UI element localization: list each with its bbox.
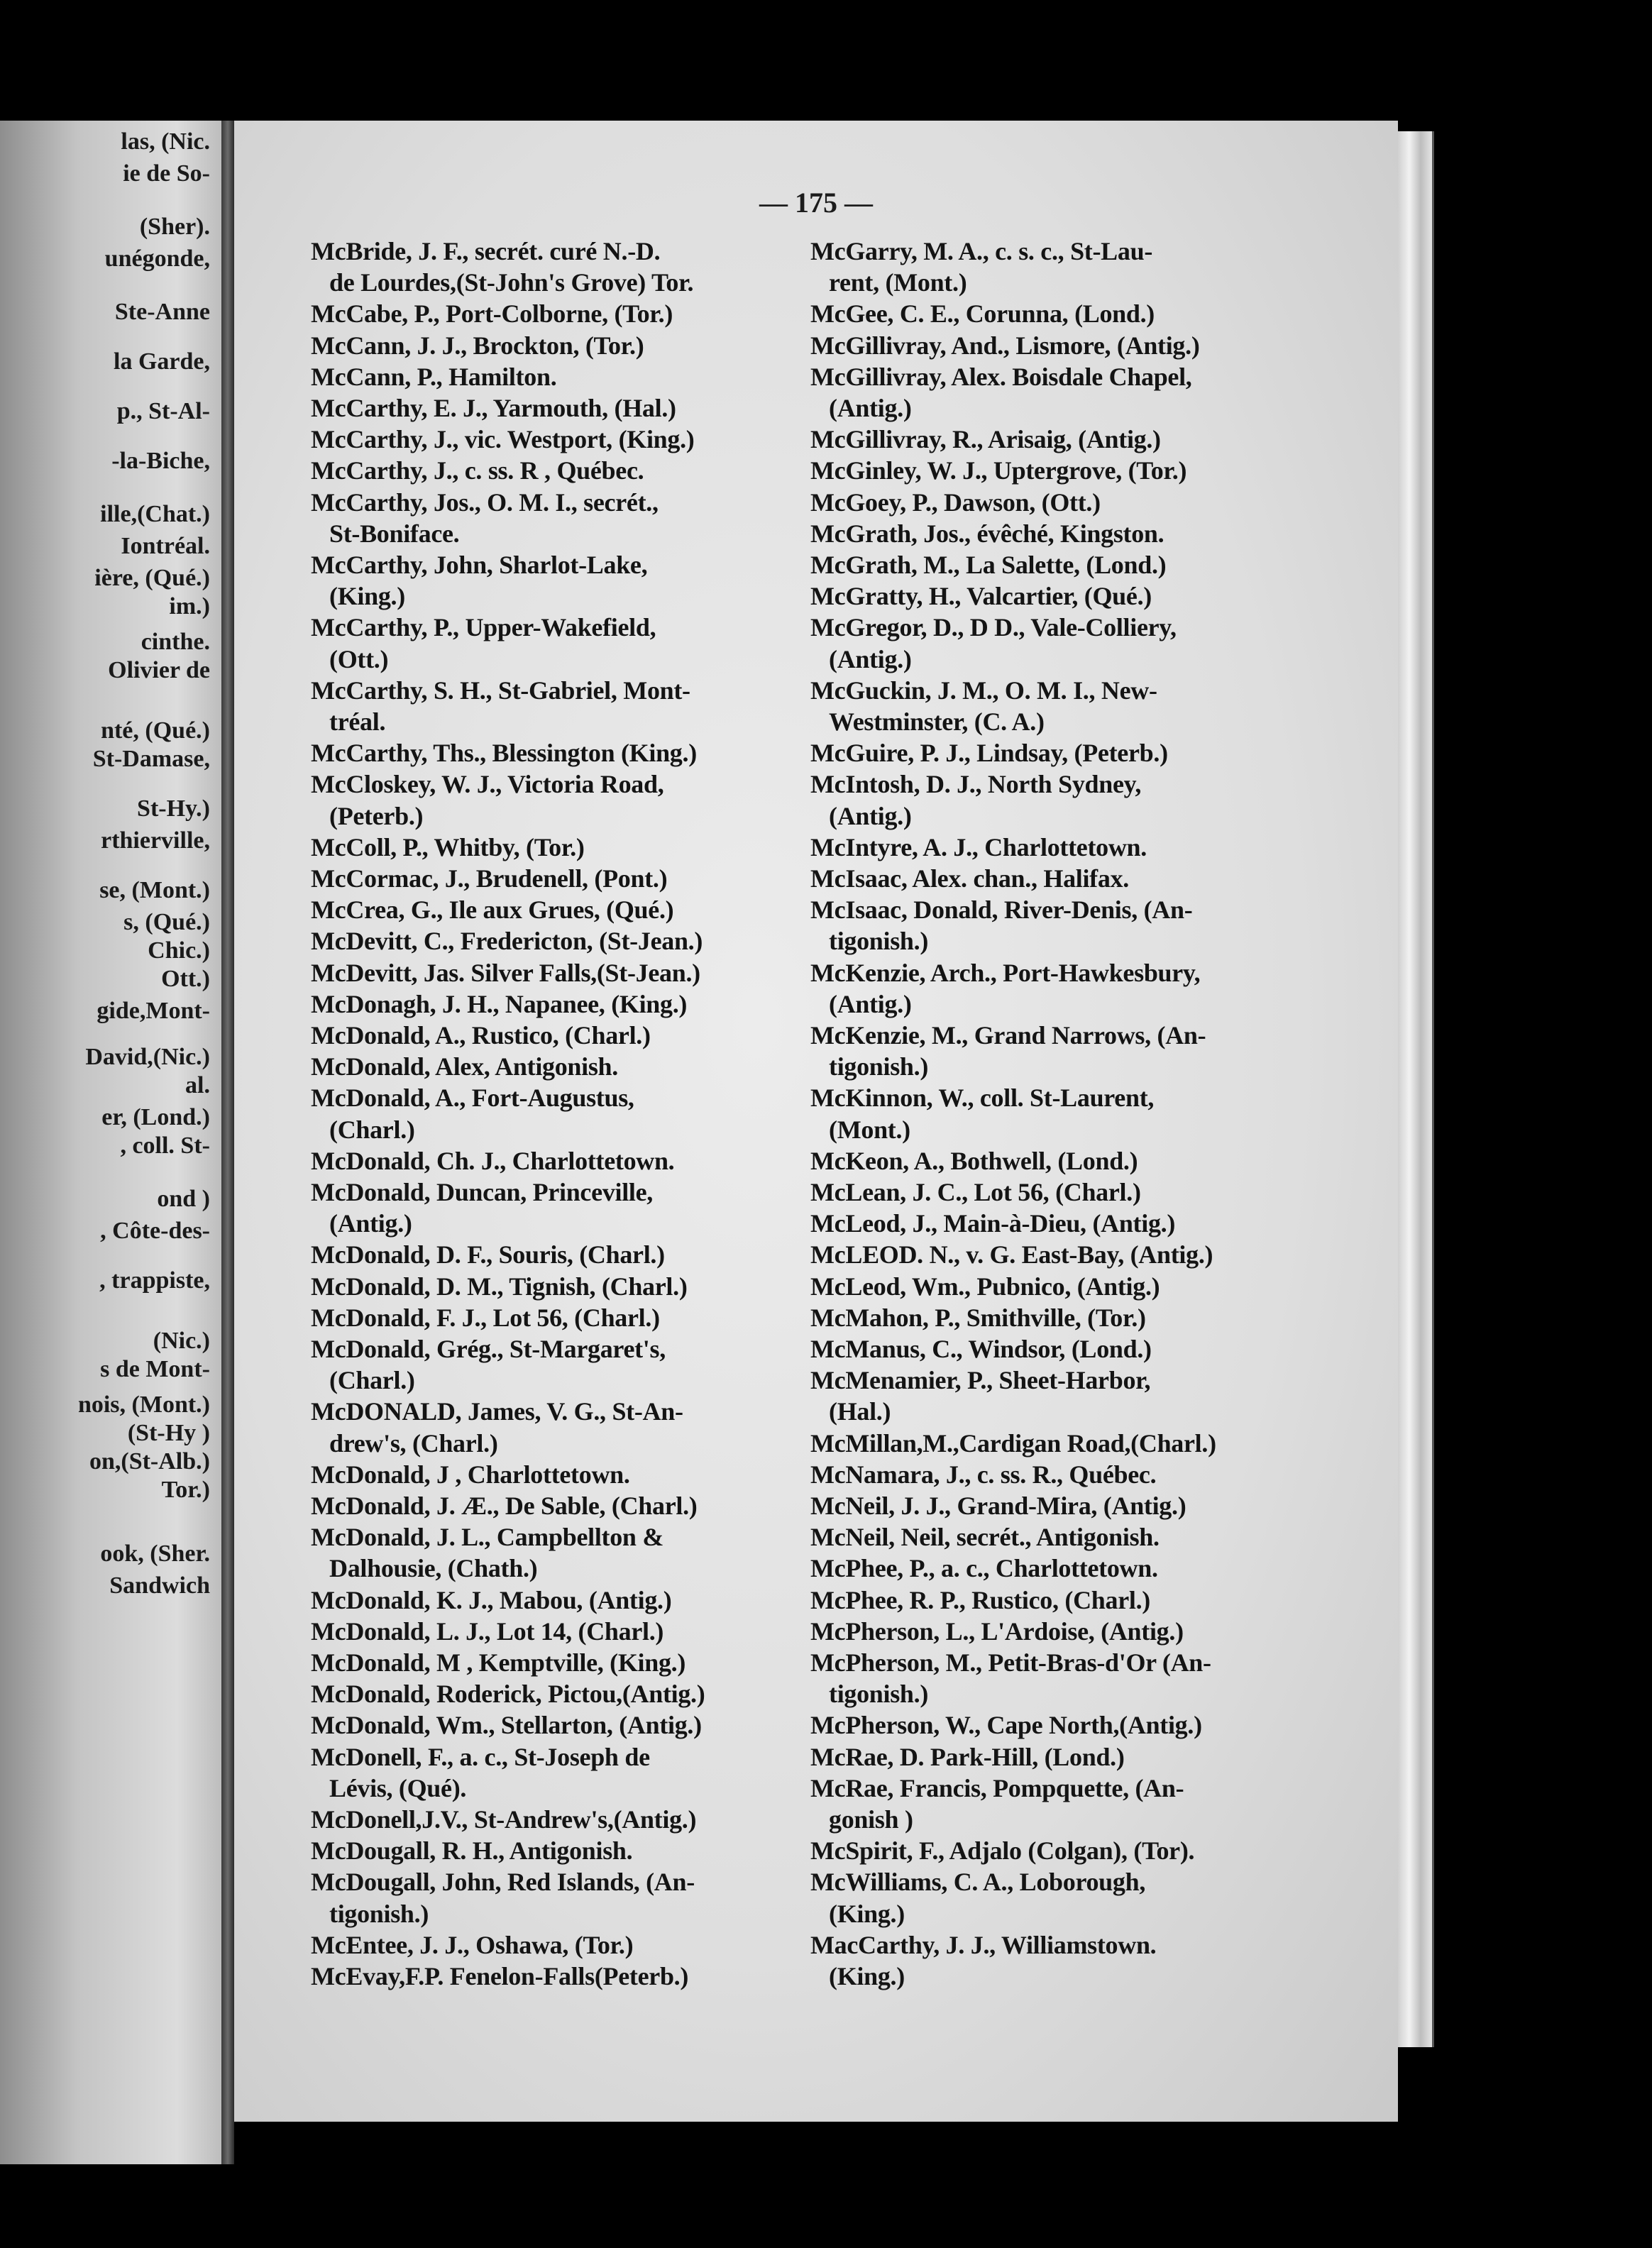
left-page-text-fragment: David,(Nic.) — [85, 1044, 210, 1070]
directory-entry: McCabe, P., Port-Colborne, (Tor.) — [311, 299, 673, 329]
directory-entry-continuation: (Charl.) — [329, 1366, 415, 1395]
directory-entry: McCarthy, Ths., Blessington (King.) — [311, 739, 697, 768]
directory-entry: McDougall, R. H., Antigonish. — [311, 1836, 633, 1866]
left-page-text-fragment: , Côte-des- — [100, 1218, 210, 1244]
directory-entry: McCarthy, John, Sharlot-Lake, — [311, 551, 648, 579]
left-page-text-fragment: nté, (Qué.) — [101, 717, 210, 744]
directory-entry-continuation: (Antig.) — [329, 1209, 412, 1238]
directory-entry: McDonald, L. J., Lot 14, (Charl.) — [311, 1616, 664, 1646]
directory-entry: McDonald, J. Æ., De Sable, (Charl.) — [311, 1492, 698, 1520]
directory-entry: McDonald, Alex, Antigonish. — [311, 1052, 618, 1081]
directory-entry-continuation: tigonish.) — [829, 927, 929, 956]
directory-entry: McIntyre, A. J., Charlottetown. — [810, 832, 1147, 861]
left-page-text-fragment: ond ) — [157, 1186, 210, 1212]
directory-entry: McRae, Francis, Pompquette, (An- — [810, 1773, 1184, 1802]
directory-entry: McGrath, M., La Salette, (Lond.) — [810, 551, 1167, 579]
directory-entry-continuation: (King.) — [829, 1899, 905, 1928]
directory-entry: McGoey, P., Dawson, (Ott.) — [810, 487, 1101, 517]
directory-entry-continuation: (Antig.) — [829, 801, 912, 830]
directory-entry-continuation: (Antig.) — [829, 989, 912, 1018]
left-page-text-fragment: gide,Mont- — [97, 998, 210, 1024]
left-page-text-fragment: (St-Hy ) — [127, 1420, 210, 1446]
directory-entry: McGratty, H., Valcartier, (Qué.) — [810, 582, 1152, 611]
directory-entry: McDonald, M , Kemptville, (King.) — [311, 1648, 686, 1677]
directory-entry: McDonald, A., Rustico, (Charl.) — [311, 1021, 651, 1049]
left-page-text-fragment: Iontréal. — [121, 533, 210, 559]
directory-entry: McKinnon, W., coll. St-Laurent, — [810, 1084, 1155, 1113]
directory-entry: McGee, C. E., Corunna, (Lond.) — [810, 299, 1155, 329]
directory-entry: McDonell,J.V., St-Andrew's,(Antig.) — [311, 1805, 697, 1834]
directory-entry: McMahon, P., Smithville, (Tor.) — [810, 1303, 1146, 1332]
directory-entry: McDonald, Duncan, Princeville, — [311, 1178, 653, 1206]
left-page-text-fragment: se, (Mont.) — [99, 877, 210, 903]
directory-entry: McPherson, L., L'Ardoise, (Antig.) — [810, 1616, 1184, 1646]
directory-entry: McCann, J. J., Brockton, (Tor.) — [311, 331, 644, 360]
left-page-text-fragment: ille,(Chat.) — [100, 501, 210, 527]
directory-entry: McDevitt, Jas. Silver Falls,(St-Jean.) — [311, 958, 700, 987]
left-page-text-fragment: im.) — [169, 593, 210, 619]
directory-entry-continuation: (Mont.) — [829, 1115, 910, 1144]
directory-entry: McMillan,M.,Cardigan Road,(Charl.) — [810, 1428, 1216, 1458]
left-page-text-fragment: nois, (Mont.) — [77, 1392, 210, 1418]
page-number: — 175 — — [759, 187, 873, 219]
left-page-text-fragment: , trappiste, — [99, 1267, 210, 1294]
directory-entry-continuation: (Antig.) — [829, 394, 912, 422]
directory-entry-continuation: (Charl.) — [329, 1115, 415, 1144]
directory-entry: McDevitt, C., Fredericton, (St-Jean.) — [311, 927, 703, 956]
left-page-text-fragment: Chic.) — [148, 937, 210, 964]
left-page-text-fragment: ière, (Qué.) — [94, 565, 210, 591]
book-gutter — [221, 121, 234, 2164]
directory-entry-continuation: Lévis, (Qué). — [329, 1773, 467, 1802]
directory-entry: McGuire, P. J., Lindsay, (Peterb.) — [810, 739, 1168, 768]
directory-entry: McDonald, F. J., Lot 56, (Charl.) — [311, 1303, 660, 1332]
directory-entry: McDONALD, James, V. G., St-An- — [311, 1397, 683, 1426]
directory-entry: McKenzie, Arch., Port-Hawkesbury, — [810, 958, 1201, 987]
directory-entry-continuation: (King.) — [329, 582, 405, 611]
directory-entry: McGregor, D., D D., Vale-Colliery, — [810, 613, 1177, 642]
directory-entry: McSpirit, F., Adjalo (Colgan), (Tor). — [810, 1836, 1195, 1866]
left-page-text-fragment: las, (Nic. — [121, 128, 210, 155]
directory-entry: McIsaac, Donald, River-Denis, (An- — [810, 896, 1193, 925]
directory-entry: MacCarthy, J. J., Williamstown. — [810, 1930, 1157, 1959]
left-page-text-fragment: Tor.) — [161, 1477, 210, 1503]
directory-entry: McBride, J. F., secrét. curé N.-D. — [311, 237, 661, 265]
directory-entry: McDonald, J. L., Campbellton & — [311, 1523, 664, 1552]
directory-entry-continuation: (Peterb.) — [329, 801, 424, 830]
directory-entry-continuation: (Antig.) — [829, 644, 912, 673]
directory-entry: McLeod, J., Main-à-Dieu, (Antig.) — [810, 1209, 1176, 1238]
directory-entry: McDonald, Ch. J., Charlottetown. — [311, 1146, 675, 1175]
directory-entry: McRae, D. Park-Hill, (Lond.) — [810, 1742, 1125, 1771]
directory-entry: McIsaac, Alex. chan., Halifax. — [810, 864, 1129, 893]
directory-entry: McDonald, D. F., Souris, (Charl.) — [311, 1240, 665, 1269]
left-page-text-fragment: rthierville, — [101, 827, 210, 854]
directory-entry: McIntosh, D. J., North Sydney, — [810, 770, 1142, 799]
directory-entry: McCrea, G., Ile aux Grues, (Qué.) — [311, 896, 674, 925]
left-page-text-fragment: al. — [185, 1072, 210, 1098]
directory-entry-continuation: tréal. — [329, 707, 386, 736]
left-page-text-fragment: -la-Biche, — [111, 448, 210, 474]
left-page-text-fragment: (Sher). — [139, 214, 210, 240]
directory-entry: McGuckin, J. M., O. M. I., New- — [810, 676, 1157, 705]
directory-entry: McLean, J. C., Lot 56, (Charl.) — [810, 1178, 1141, 1206]
directory-entry: McCarthy, Jos., O. M. I., secrét., — [311, 487, 659, 517]
directory-entry: McNamara, J., c. ss. R., Québec. — [810, 1460, 1157, 1489]
left-page-text-fragment: (Nic.) — [153, 1328, 210, 1354]
directory-entry: McManus, C., Windsor, (Lond.) — [810, 1335, 1152, 1363]
directory-entry: McCloskey, W. J., Victoria Road, — [311, 770, 664, 799]
directory-entry: McPhee, R. P., Rustico, (Charl.) — [810, 1585, 1150, 1614]
left-page-text-fragment: unégonde, — [104, 246, 210, 272]
left-page-text-fragment: St-Hy.) — [137, 795, 210, 822]
directory-entry: McNeil, J. J., Grand-Mira, (Antig.) — [810, 1492, 1186, 1520]
directory-entry-continuation: (King.) — [829, 1962, 905, 1990]
page-stack-edge — [1398, 131, 1434, 2047]
directory-entry: McCarthy, J., c. ss. R , Québec. — [311, 456, 644, 485]
directory-entry: McDonald, Wm., Stellarton, (Antig.) — [311, 1711, 702, 1740]
directory-entry-continuation: drew's, (Charl.) — [329, 1428, 498, 1458]
directory-entry: McDonald, A., Fort-Augustus, — [311, 1084, 634, 1113]
directory-entry: McDonald, D. M., Tignish, (Charl.) — [311, 1272, 688, 1301]
directory-entry: McGarry, M. A., c. s. c., St-Lau- — [810, 237, 1153, 265]
directory-entry: McLEOD. N., v. G. East-Bay, (Antig.) — [810, 1240, 1213, 1269]
left-page-text-fragment: Ste-Anne — [114, 299, 210, 325]
directory-entry: McGrath, Jos., évêché, Kingston. — [810, 519, 1164, 548]
directory-entry: McLeod, Wm., Pubnico, (Antig.) — [810, 1272, 1160, 1301]
directory-entry-continuation: St-Boniface. — [329, 519, 460, 548]
left-page-text-fragment: on,(St-Alb.) — [89, 1448, 210, 1475]
directory-entry: McDonald, Grég., St-Margaret's, — [311, 1335, 666, 1363]
left-page-text-fragment: la Garde, — [114, 348, 210, 375]
left-page-text-fragment: s, (Qué.) — [123, 909, 210, 935]
directory-entry-continuation: de Lourdes,(St-John's Grove) Tor. — [329, 268, 694, 297]
directory-entry: McCarthy, S. H., St-Gabriel, Mont- — [311, 676, 690, 705]
directory-entry: McNeil, Neil, secrét., Antigonish. — [810, 1523, 1160, 1552]
left-page-fragment — [0, 121, 221, 2164]
left-page-text-fragment: cinthe. — [141, 629, 210, 655]
directory-entry-continuation: Dalhousie, (Chath.) — [329, 1554, 538, 1583]
directory-entry: McWilliams, C. A., Loborough, — [810, 1868, 1146, 1897]
directory-entry-continuation: tigonish.) — [829, 1052, 929, 1081]
directory-page — [234, 121, 1398, 2122]
directory-entry: McGillivray, Alex. Boisdale Chapel, — [810, 362, 1192, 391]
left-page-text-fragment: Olivier de — [108, 657, 210, 683]
directory-entry: McColl, P., Whitby, (Tor.) — [311, 832, 585, 861]
directory-entry: McMenamier, P., Sheet-Harbor, — [810, 1366, 1151, 1395]
directory-entry-continuation: tigonish.) — [829, 1680, 929, 1709]
directory-entry: McDougall, John, Red Islands, (An- — [311, 1868, 695, 1897]
left-page-text-fragment: s de Mont- — [100, 1356, 210, 1382]
left-page-text-fragment: Sandwich — [109, 1572, 210, 1599]
directory-entry: McKeon, A., Bothwell, (Lond.) — [810, 1146, 1138, 1175]
directory-entry: McDonald, K. J., Mabou, (Antig.) — [311, 1585, 672, 1614]
directory-entry: McKenzie, M., Grand Narrows, (An- — [810, 1021, 1206, 1049]
left-page-text-fragment: , coll. St- — [120, 1133, 210, 1159]
directory-entry: McCarthy, E. J., Yarmouth, (Hal.) — [311, 394, 676, 422]
left-page-text-fragment: er, (Lond.) — [101, 1104, 210, 1130]
directory-entry: McDonagh, J. H., Napanee, (King.) — [311, 989, 688, 1018]
directory-entry: McCarthy, P., Upper-Wakefield, — [311, 613, 656, 642]
directory-entry-continuation: tigonish.) — [329, 1899, 429, 1928]
directory-entry: McGillivray, R., Arisaig, (Antig.) — [810, 425, 1161, 454]
directory-entry: McPherson, M., Petit-Bras-d'Or (An- — [810, 1648, 1211, 1677]
directory-entry-continuation: Westminster, (C. A.) — [829, 707, 1045, 736]
directory-entry: McDonell, F., a. c., St-Joseph de — [311, 1742, 650, 1771]
directory-entry-continuation: (Ott.) — [329, 644, 389, 673]
directory-entry-continuation: rent, (Mont.) — [829, 268, 967, 297]
directory-entry: McDonald, Roderick, Pictou,(Antig.) — [311, 1680, 705, 1709]
left-page-text-fragment: St-Damase, — [92, 746, 210, 772]
directory-entry: McEntee, J. J., Oshawa, (Tor.) — [311, 1930, 634, 1959]
directory-entry: McDonald, J , Charlottetown. — [311, 1460, 630, 1489]
left-page-text-fragment: ook, (Sher. — [100, 1541, 210, 1567]
left-page-text-fragment: ie de So- — [123, 160, 210, 187]
directory-entry: McCarthy, J., vic. Westport, (King.) — [311, 425, 695, 454]
directory-entry-continuation: gonish ) — [829, 1805, 913, 1834]
directory-entry: McGillivray, And., Lismore, (Antig.) — [810, 331, 1200, 360]
left-page-text-fragment: Ott.) — [161, 966, 210, 992]
directory-entry: McGinley, W. J., Uptergrove, (Tor.) — [810, 456, 1187, 485]
directory-entry: McPhee, P., a. c., Charlottetown. — [810, 1554, 1158, 1583]
directory-entry: McPherson, W., Cape North,(Antig.) — [810, 1711, 1202, 1740]
directory-entry: McCormac, J., Brudenell, (Pont.) — [311, 864, 668, 893]
left-page-text-fragment: p., St-Al- — [116, 398, 210, 424]
directory-entry-continuation: (Hal.) — [829, 1397, 891, 1426]
directory-entry: McCann, P., Hamilton. — [311, 362, 557, 391]
directory-entry: McEvay,F.P. Fenelon-Falls(Peterb.) — [311, 1962, 689, 1990]
